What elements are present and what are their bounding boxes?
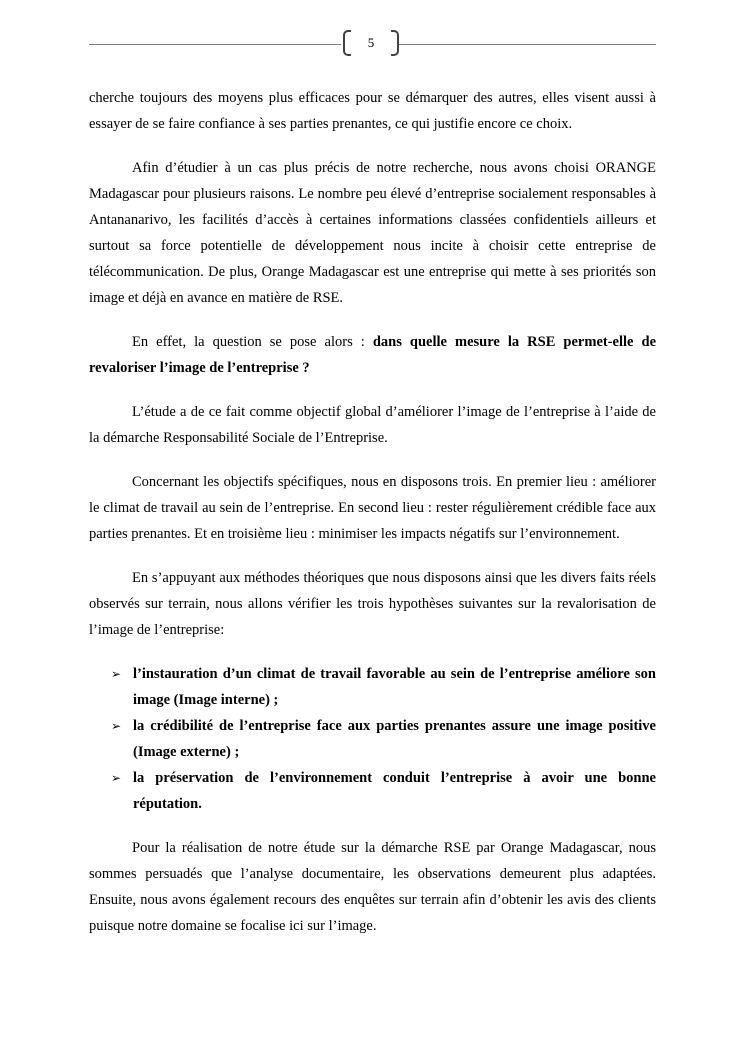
left-brace-icon xyxy=(343,30,351,56)
document-body xyxy=(89,85,656,957)
paragraph-case-choice: Afin d’étudier à un cas plus précis de notre recherche, nous avons choisi ORANGE Madagascar pour plusieurs raisons. Le nombre peu élevé d’entreprise socialement responsables à Antananarivo, les facilités d’accès à certaines informations classées confidentiels ailleurs et surtout sa force potentielle de développement nous incite à choisir cette entreprise de télécommunication. De plus, Orange Madagascar est une entreprise qui mette à ses priorités son image et déjà en avance en matière de RSE. xyxy=(89,160,656,306)
paragraph-continuation: cherche toujours des moyens plus efficaces pour se démarquer des autres, elles visent aussi à essayer de se faire confiance à ses parties prenantes, ce qui justifie encore ce choix. xyxy=(89,90,656,132)
paragraph-research-question xyxy=(89,329,656,381)
paragraph-specific-objectives: Concernant les objectifs spécifiques, nous en disposons trois. En premier lieu : améliorer le climat de travail au sein de l’entreprise. En second lieu : rester régulièrement crédible face aux parties prenantes. Et en troisième lieu : minimiser les impacts négatifs sur l’environnement. xyxy=(89,474,656,542)
right-brace-icon xyxy=(391,30,399,56)
arrowhead-bullet-icon: ➢ xyxy=(111,771,122,785)
header-rule-left xyxy=(89,44,341,45)
arrowhead-bullet-icon: ➢ xyxy=(111,667,122,681)
page-header xyxy=(89,30,656,60)
paragraph-methodology: Pour la réalisation de notre étude sur la démarche RSE par Orange Madagascar, nous sommes persuadés que l’analyse documentaire, les observations demeurent plus adaptées. Ensuite, nous avons également recours des enquêtes sur terrain afin d’obtenir les avis des clients puisque notre domaine se focalise ici sur l’image. xyxy=(89,840,656,934)
research-question: dans quelle mesure la RSE permet-elle de revaloriser l’image de l’entreprise ? xyxy=(89,334,657,376)
paragraph-global-objective: L’étude a de ce fait comme objectif global d’améliorer l’image de l’entreprise à l’aide de la démarche Responsabilité Sociale de l’Entreprise. xyxy=(89,404,656,446)
header-rule-right xyxy=(399,44,656,45)
paragraph-hypotheses-intro: En s’appuyant aux méthodes théoriques que nous disposons ainsi que les divers faits réels observés sur terrain, nous allons vérifier les trois hypothèses suivantes sur la revalorisation de l’image de l’entreprise: xyxy=(89,570,656,638)
hypotheses-list xyxy=(89,661,656,817)
page-number: 5 xyxy=(367,35,375,50)
list-item xyxy=(111,713,656,765)
list-item xyxy=(111,765,656,817)
arrowhead-bullet-icon: ➢ xyxy=(111,719,122,733)
list-item xyxy=(111,661,656,713)
research-question-intro: En effet, la question se pose alors : xyxy=(132,334,373,350)
hypothesis-text: la crédibilité de l’entreprise face aux parties prenantes assure une image positive (Image externe) ; xyxy=(133,718,656,760)
hypothesis-text: la préservation de l’environnement conduit l’entreprise à avoir une bonne réputation. xyxy=(133,770,656,812)
hypothesis-text: l’instauration d’un climat de travail favorable au sein de l’entreprise améliore son image (Image interne) ; xyxy=(133,666,656,708)
